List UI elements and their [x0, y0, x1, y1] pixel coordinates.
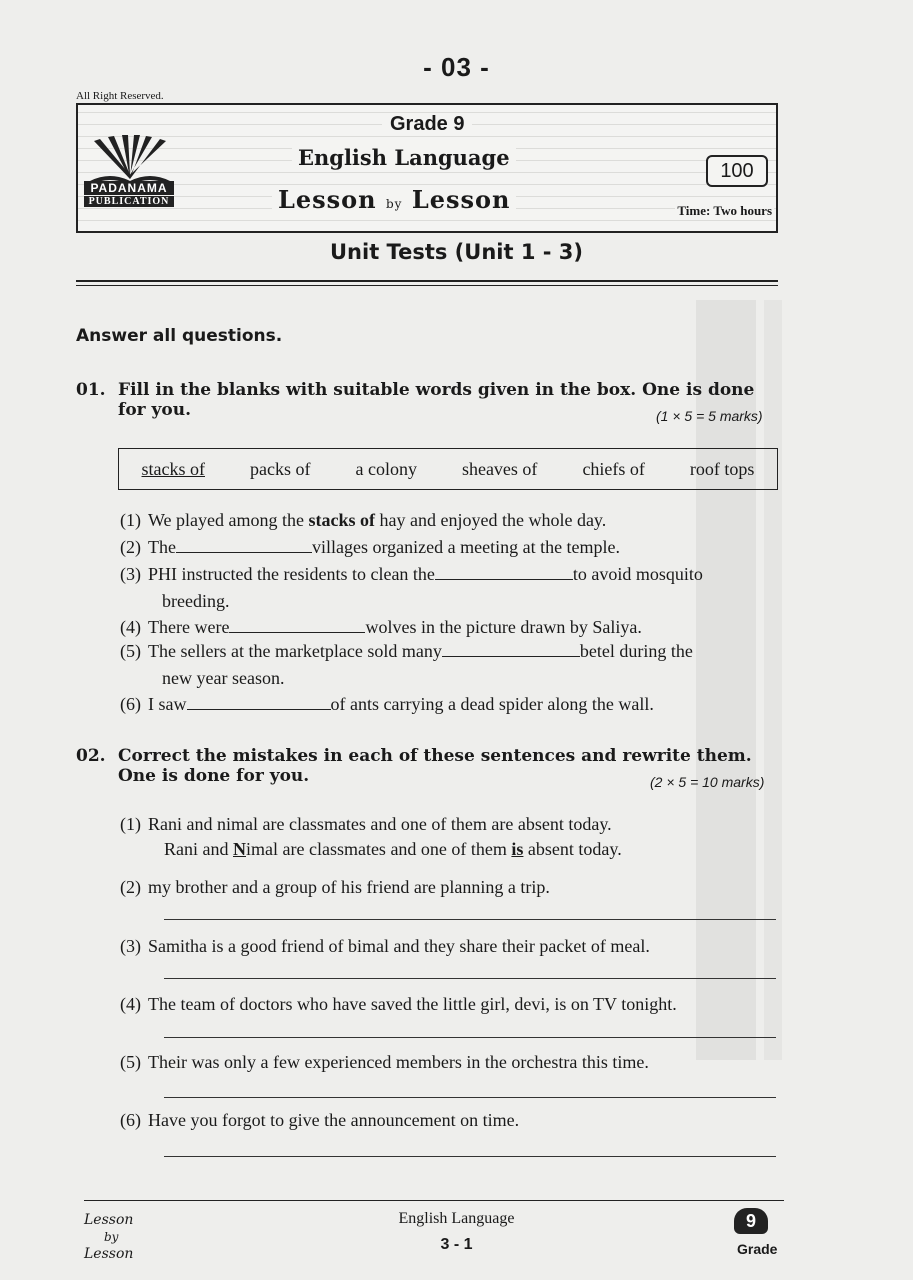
item-text: absent today.	[523, 839, 622, 859]
q1-marks: (1 × 5 = 5 marks)	[656, 408, 763, 424]
q2-item	[120, 1110, 519, 1131]
answer-line[interactable]	[164, 977, 776, 979]
item-text: We played among the	[148, 510, 309, 530]
answer-line[interactable]	[164, 1036, 776, 1038]
item-text: I saw	[148, 694, 187, 714]
time-allowed: Time: Two hours	[677, 203, 772, 218]
q1-item	[120, 617, 642, 638]
item-text: my brother and a group of his friend are planning a trip.	[148, 877, 550, 897]
q2-example-correct	[164, 839, 622, 860]
q1-item	[120, 694, 654, 715]
total-marks-box: 100	[706, 155, 768, 187]
item-number: (4)	[120, 994, 141, 1014]
item-text: wolves in the picture drawn by Saliya.	[365, 617, 642, 637]
publisher-name: PADANAMA	[84, 181, 174, 195]
item-text: Their was only a few experienced members in the orchestra this time.	[148, 1052, 649, 1072]
answer-line[interactable]	[164, 1155, 776, 1157]
item-text: villages organized a meeting at the temple.	[311, 537, 621, 557]
grade-label: Grade	[737, 1241, 778, 1257]
answer-line[interactable]	[164, 918, 776, 920]
series-right: Lesson	[411, 185, 511, 214]
item-number: (1)	[120, 510, 141, 530]
item-number: (3)	[120, 564, 141, 584]
q1-item	[120, 537, 620, 558]
item-text: The	[148, 537, 176, 557]
item-text: Samitha is a good friend of bimal and they share their packet of meal.	[148, 936, 650, 956]
item-text: PHI instructed the residents to clean the	[148, 564, 435, 584]
word-box-item: stacks of	[141, 458, 205, 479]
answer-blank[interactable]	[176, 538, 312, 553]
series-by: by	[385, 197, 403, 211]
page-number: - 03 -	[423, 52, 490, 82]
q2-instructions: Correct the mistakes in each of these sentences and rewrite them. One is done for you.	[118, 746, 752, 786]
answer-line[interactable]	[164, 1096, 776, 1098]
q2-item	[120, 936, 650, 957]
series-left: Lesson	[278, 185, 377, 214]
answer-blank[interactable]	[442, 642, 580, 657]
footer-series-line: Lesson	[84, 1212, 134, 1228]
footer-subject: English Language	[398, 1210, 515, 1227]
word-box-item: sheaves of	[461, 458, 538, 479]
series-title	[272, 185, 516, 214]
footer-page: 3 - 1	[440, 1236, 473, 1253]
q2-item	[120, 877, 550, 898]
subject-title: English Language	[292, 145, 516, 170]
item-number: (2)	[120, 877, 141, 897]
word-box-item: packs of	[249, 458, 311, 479]
rights-notice: All Right Reserved.	[76, 90, 164, 102]
item-number: (6)	[120, 1110, 141, 1130]
footer-series-line: by	[104, 1230, 119, 1244]
word-box-item: roof tops	[689, 458, 755, 479]
q1-item	[120, 564, 780, 585]
grade-title: Grade 9	[382, 113, 472, 136]
item-number: (3)	[120, 936, 141, 956]
item-text: to avoid mosquito	[572, 564, 703, 584]
item-text: The team of doctors who have saved the little girl, devi, is on TV tonight.	[148, 994, 677, 1014]
item-text: Have you forgot to give the announcement on time.	[148, 1110, 520, 1130]
item-number: (2)	[120, 537, 141, 557]
item-number: (5)	[120, 641, 141, 661]
answer-blank[interactable]	[187, 695, 331, 710]
item-number: (6)	[120, 694, 141, 714]
example-answer: stacks of	[308, 510, 375, 530]
word-box	[118, 448, 778, 490]
correction: is	[511, 839, 524, 859]
item-continuation: new year season.	[162, 668, 285, 688]
q2-example	[120, 814, 612, 835]
item-text: The sellers at the marketplace sold many	[148, 641, 442, 661]
item-number: (4)	[120, 617, 141, 637]
q2-number: 02.	[76, 746, 106, 766]
q1-item	[120, 641, 693, 662]
footer-divider	[84, 1200, 784, 1201]
grade-badge-icon: 9	[734, 1208, 768, 1234]
word-box-item: chiefs of	[582, 458, 645, 479]
title-divider	[76, 280, 778, 286]
item-text: There were	[148, 617, 230, 637]
q2-marks: (2 × 5 = 10 marks)	[650, 774, 765, 790]
item-number: (5)	[120, 1052, 141, 1072]
item-number: (1)	[120, 814, 141, 834]
answer-blank[interactable]	[229, 618, 365, 633]
item-text: Rani and nimal are classmates and one of them are absent today.	[148, 814, 612, 834]
page-title: Unit Tests (Unit 1 - 3)	[330, 240, 583, 264]
word-box-item: a colony	[355, 458, 417, 479]
header-banner	[76, 103, 778, 233]
item-text: imal are classmates and one of them	[246, 839, 512, 859]
item-text: betel during the	[579, 641, 693, 661]
item-continuation: breeding.	[162, 591, 230, 611]
instructions: Answer all questions.	[76, 326, 283, 346]
item-text: hay and enjoyed the whole day.	[375, 510, 607, 530]
publisher-name-sub: PUBLICATION	[84, 196, 174, 207]
q1-instructions: Fill in the blanks with suitable words given in the box. One is done for you.	[118, 380, 755, 420]
footer-series-line: Lesson	[84, 1246, 134, 1262]
item-text: of ants carrying a dead spider along the wall.	[330, 694, 654, 714]
q2-item	[120, 994, 677, 1015]
q1-number: 01.	[76, 380, 106, 400]
q1-item	[120, 510, 606, 531]
answer-blank[interactable]	[435, 565, 573, 580]
item-text: Rani and	[164, 839, 233, 859]
q2-item	[120, 1052, 649, 1073]
correction: N	[233, 839, 246, 859]
